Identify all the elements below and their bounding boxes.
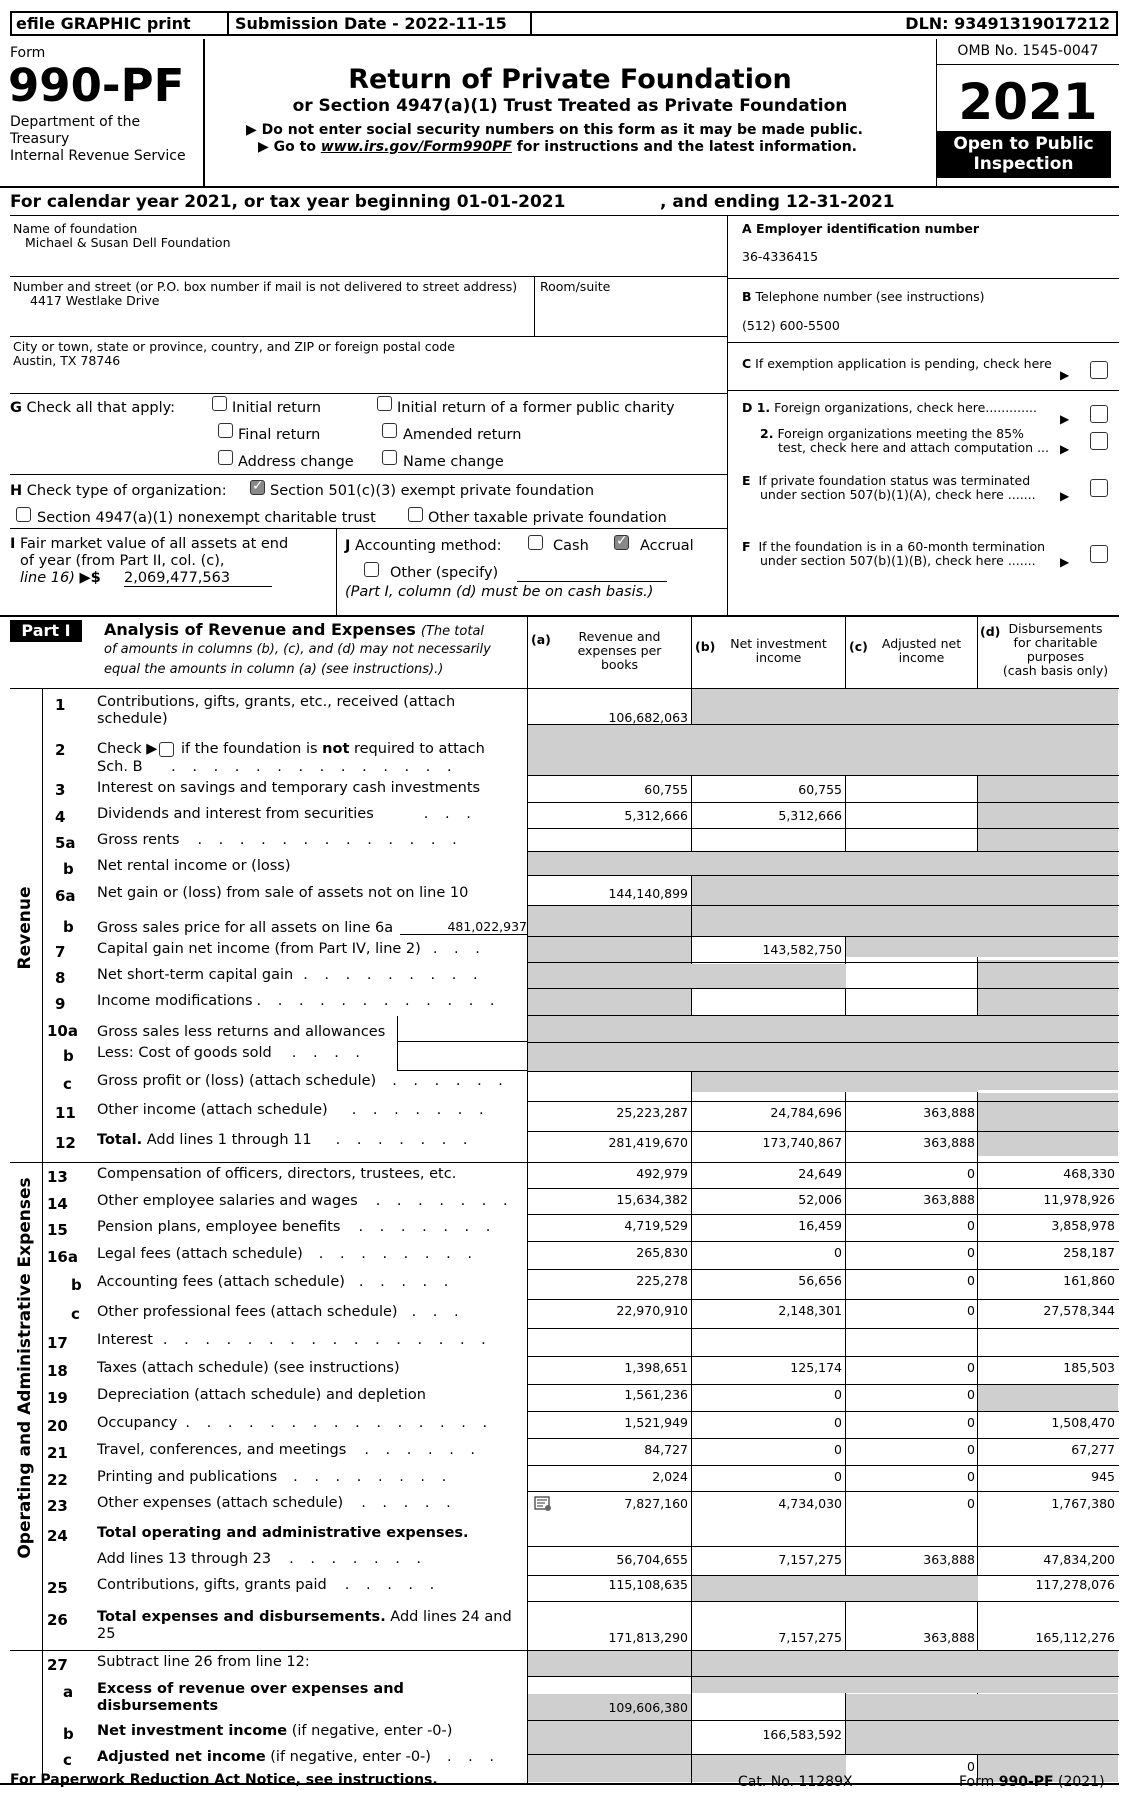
amended-return-label: Amended return	[403, 427, 522, 443]
sch-b-checkbox[interactable]	[159, 742, 174, 757]
termination-60-month-label-1: F If the foundation is in a 60-month termination	[742, 539, 1046, 554]
fmv-label-1: I Fair market value of all assets at end	[10, 536, 289, 552]
arrow-right-icon: ▶	[1060, 412, 1070, 426]
phone-value: (512) 600-5500	[742, 318, 840, 333]
501c3-checkbox[interactable]	[250, 480, 265, 495]
line-number: 27	[47, 1656, 68, 1674]
footer-form-id: Form 990-PF (2021)	[959, 1774, 1105, 1790]
line-11-col-c: 363,888	[923, 1105, 975, 1120]
line-22-col-a: 2,024	[652, 1469, 688, 1484]
line-13-label: Compensation of officers, directors, trustees, etc.	[97, 1166, 457, 1182]
catalog-number: Cat. No. 11289X	[738, 1774, 853, 1790]
line-number: 25	[47, 1579, 68, 1597]
line-26-col-b: 7,157,275	[778, 1630, 842, 1645]
cash-checkbox[interactable]	[528, 535, 543, 550]
line-number: 23	[47, 1497, 68, 1515]
line-24-label-2: Add lines 13 through 23 . . . . . . .	[97, 1551, 428, 1567]
tax-year-ending: , and ending 12-31-2021	[660, 192, 895, 212]
line-number: 15	[47, 1221, 68, 1239]
paperwork-notice: For Paperwork Reduction Act Notice, see instructions.	[10, 1772, 438, 1788]
line-27a-col-a: 109,606,380	[608, 1700, 688, 1715]
form-title: Return of Private Foundation	[348, 64, 792, 95]
line-24-col-b: 7,157,275	[778, 1552, 842, 1567]
line-number: c	[63, 1075, 72, 1093]
instruction-note-1: ▶ Do not enter social security numbers on this form as it may be made public.	[246, 122, 864, 138]
part-i-title: Analysis of Revenue and Expenses (The total	[104, 620, 485, 639]
line-13-col-a: 492,979	[636, 1166, 688, 1181]
irs-link[interactable]: www.irs.gov/Form990PF	[320, 139, 512, 155]
foreign-org-checkbox[interactable]	[1090, 405, 1108, 423]
line-19-label: Depreciation (attach schedule) and depletion	[97, 1387, 426, 1403]
line-number: 3	[55, 781, 66, 799]
department-line-3: Internal Revenue Service	[10, 148, 186, 164]
line-17-label: Interest . . . . . . . . . . . . . . . .	[97, 1332, 492, 1348]
line-18-col-d: 185,503	[1063, 1360, 1115, 1375]
line-14-col-c: 363,888	[923, 1192, 975, 1207]
line-13-col-d: 468,330	[1063, 1166, 1115, 1181]
line-26-col-d: 165,112,276	[1035, 1630, 1115, 1645]
line-27a-label: Excess of revenue over expenses and	[97, 1681, 404, 1697]
line-16b-col-a: 225,278	[636, 1273, 688, 1288]
form-number: 990-PF	[8, 59, 185, 112]
line-2-label-2: Sch. B . . . . . . . . . . . . . .	[97, 759, 458, 775]
line-23-col-b: 4,734,030	[778, 1496, 842, 1511]
submission-date: Submission Date - 2022-11-15	[229, 11, 532, 36]
foundation-name-label: Name of foundation	[13, 221, 138, 236]
line-1-label: Contributions, gifts, grants, etc., received (attach	[97, 694, 456, 710]
line-16c-label: Other professional fees (attach schedule) . . .	[97, 1304, 465, 1320]
line-13-col-c: 0	[967, 1166, 975, 1181]
4947-trust-label: Section 4947(a)(1) nonexempt charitable trust	[37, 510, 376, 526]
line-10a-label: Gross sales less returns and allowances	[97, 1024, 386, 1040]
tax-year: 2021	[958, 73, 1098, 131]
h-label: H Check type of organization:	[10, 483, 227, 499]
line-number: 14	[47, 1195, 68, 1213]
gross-sales-price-value: 481,022,937	[400, 919, 527, 935]
line-19-col-b: 0	[834, 1387, 842, 1402]
line-6a-col-a: 144,140,899	[608, 886, 688, 901]
initial-former-checkbox[interactable]	[377, 396, 392, 411]
line-16c-col-c: 0	[967, 1303, 975, 1318]
line-16b-col-d: 161,860	[1063, 1273, 1115, 1288]
line-25-label: Contributions, gifts, grants paid . . . . .	[97, 1577, 441, 1593]
line-3-col-a: 60,755	[644, 782, 688, 797]
line-number: 11	[55, 1104, 76, 1122]
other-taxable-label: Other taxable private foundation	[428, 510, 667, 526]
efile-banner: efile GRAPHIC print	[10, 11, 229, 36]
line-16b-label: Accounting fees (attach schedule) . . . . .	[97, 1274, 455, 1290]
form-subtitle: or Section 4947(a)(1) Trust Treated as Private Foundation	[292, 96, 848, 116]
line-3-col-b: 60,755	[798, 782, 842, 797]
line-23-label: Other expenses (attach schedule) . . . . .	[97, 1495, 457, 1511]
line-2-label: Check ▶ if the foundation is not required to attach	[97, 741, 485, 757]
fmv-label-2: of year (from Part II, col. (c),	[20, 553, 225, 569]
ein-value: 36-4336415	[742, 249, 819, 264]
cash-basis-note: (Part I, column (d) must be on cash basis.)	[345, 584, 654, 600]
open-to-public-badge: Open to Public Inspection	[936, 131, 1111, 178]
line-16a-col-c: 0	[967, 1245, 975, 1260]
line-12-col-a: 281,419,670	[608, 1135, 688, 1150]
line-26-col-c: 363,888	[923, 1630, 975, 1645]
line-12-label: Total. Add lines 1 through 11 . . . . . . .	[97, 1132, 474, 1148]
line-4-label: Dividends and interest from securities . . .	[97, 806, 477, 822]
address-change-label: Address change	[238, 454, 354, 470]
g-label: G Check all that apply:	[10, 400, 176, 416]
line-number: 22	[47, 1471, 68, 1489]
line-18-col-a: 1,398,651	[624, 1360, 688, 1375]
line-20-label: Occupancy . . . . . . . . . . . . . . .	[97, 1415, 494, 1431]
foreign-85-label-2: test, check here and attach computation ...	[778, 440, 1049, 455]
department-line-2: Treasury	[10, 131, 70, 147]
line-12-col-b: 173,740,867	[762, 1135, 842, 1150]
street-address: 4417 Westlake Drive	[30, 293, 160, 308]
fmv-label-3: line 16) ▶$	[20, 570, 101, 586]
initial-return-label: Initial return	[232, 400, 322, 416]
line-number: 8	[55, 969, 66, 987]
exemption-pending-label: C If exemption application is pending, check here	[742, 356, 1052, 371]
line-16a-col-b: 0	[834, 1245, 842, 1260]
line-27b-label: Net investment income (if negative, enter -0-)	[97, 1723, 453, 1739]
line-27b-col-b: 166,583,592	[762, 1727, 842, 1742]
line-9-label: Income modifications . . . . . . . . . . . .	[97, 993, 501, 1009]
line-number: 17	[47, 1334, 68, 1352]
line-18-label: Taxes (attach schedule) (see instructions)	[97, 1360, 400, 1376]
accrual-checkbox[interactable]	[614, 535, 629, 550]
other-taxable-checkbox[interactable]	[408, 507, 423, 522]
amended-return-checkbox[interactable]	[382, 423, 397, 438]
final-return-checkbox[interactable]	[218, 423, 233, 438]
line-22-col-d: 945	[1091, 1469, 1115, 1484]
line-26-label-2: 25	[97, 1626, 116, 1642]
line-3-label: Interest on savings and temporary cash investments	[97, 780, 481, 796]
line-16b-col-c: 0	[967, 1273, 975, 1288]
line-14-col-d: 11,978,926	[1043, 1192, 1115, 1207]
line-20-col-a: 1,521,949	[624, 1415, 688, 1430]
arrow-right-icon: ▶	[246, 122, 262, 138]
part-i-badge: Part I	[10, 620, 82, 642]
status-terminated-checkbox[interactable]	[1090, 479, 1108, 497]
col-d-header: (d) Disbursements for charitable purposes (cash basis only)	[980, 621, 1109, 678]
line-27c-label: Adjusted net income (if negative, enter -0-) . . .	[97, 1749, 500, 1765]
room-suite-label: Room/suite	[540, 279, 611, 294]
line-16a-col-a: 265,830	[636, 1245, 688, 1260]
line-22-label: Printing and publications . . . . . . . .	[97, 1469, 453, 1485]
name-change-checkbox[interactable]	[382, 450, 397, 465]
accounting-method-label: J Accounting method:	[345, 538, 502, 554]
line-23-col-a: 7,827,160	[624, 1496, 688, 1511]
line-22-col-b: 0	[834, 1469, 842, 1484]
line-16a-label: Legal fees (attach schedule) . . . . . . . .	[97, 1246, 478, 1262]
line-number: 7	[55, 943, 66, 961]
line-6b-label: Gross sales price for all assets on line 6a	[97, 920, 394, 936]
line-number: 13	[47, 1168, 68, 1186]
form-label: Form	[10, 45, 46, 61]
line-5b-label: Net rental income or (loss)	[97, 858, 291, 874]
4947-trust-checkbox[interactable]	[16, 507, 31, 522]
col-a-header: (a) Revenue and expenses per books	[531, 629, 662, 672]
line-18-col-c: 0	[967, 1360, 975, 1375]
line-10c-label: Gross profit or (loss) (attach schedule) . . . . . .	[97, 1073, 509, 1089]
line-27-label: Subtract line 26 from line 12:	[97, 1654, 310, 1670]
foundation-name: Michael & Susan Dell Foundation	[25, 235, 231, 250]
street-label: Number and street (or P.O. box number if mail is not delivered to street address)	[13, 279, 518, 294]
line-24-col-a: 56,704,655	[616, 1552, 688, 1567]
col-c-header: (c) Adjusted net income	[849, 636, 962, 665]
instruction-note-2: ▶ Go to www.irs.gov/Form990PF for instructions and the latest information.	[258, 139, 857, 155]
line-11-col-a: 25,223,287	[616, 1105, 688, 1120]
line-27c-col-c: 0	[967, 1759, 975, 1774]
line-15-col-d: 3,858,978	[1051, 1218, 1115, 1233]
line-5a-label: Gross rents . . . . . . . . . . . . .	[97, 832, 463, 848]
initial-return-checkbox[interactable]	[212, 396, 227, 411]
final-return-label: Final return	[238, 427, 321, 443]
status-terminated-label-1: E If private foundation status was terminated	[742, 473, 1031, 488]
line-15-col-a: 4,719,529	[624, 1218, 688, 1233]
line-16b-col-b: 56,656	[798, 1273, 842, 1288]
line-22-col-c: 0	[967, 1469, 975, 1484]
foreign-85-checkbox[interactable]	[1090, 432, 1108, 450]
city-state-zip: Austin, TX 78746	[13, 353, 121, 368]
line-16c-col-d: 27,578,344	[1043, 1303, 1115, 1318]
arrow-right-icon: ▶	[1060, 489, 1070, 503]
line-number: c	[63, 1751, 72, 1769]
line-18-col-b: 125,174	[790, 1360, 842, 1375]
line-6a-label: Net gain or (loss) from sale of assets not on line 10	[97, 885, 469, 901]
ein-label: A Employer identification number	[742, 221, 980, 236]
line-21-col-d: 67,277	[1071, 1442, 1115, 1457]
line-21-label: Travel, conferences, and meetings . . . . . .	[97, 1442, 482, 1458]
line-number: 4	[55, 808, 66, 826]
line-16a-col-d: 258,187	[1063, 1245, 1115, 1260]
line-11-label: Other income (attach schedule) . . . . . . .	[97, 1102, 490, 1118]
other-method-checkbox[interactable]	[364, 562, 379, 577]
line-4-col-a: 5,312,666	[624, 808, 688, 823]
department-line-1: Department of the	[10, 114, 141, 130]
foreign-org-label: D 1. Foreign organizations, check here.............	[742, 400, 1037, 415]
line-number: 24	[47, 1527, 68, 1545]
line-number: 18	[47, 1362, 68, 1380]
fmv-value: 2,069,477,563	[124, 570, 272, 587]
line-25-col-a: 115,108,635	[608, 1577, 688, 1592]
line-14-col-a: 15,634,382	[616, 1192, 688, 1207]
line-number: b	[63, 918, 74, 936]
arrow-right-icon: ▶	[1060, 442, 1070, 456]
line-12-col-c: 363,888	[923, 1135, 975, 1150]
line-24-label: Total operating and administrative expenses.	[97, 1525, 469, 1541]
line-16c-col-a: 22,970,910	[616, 1303, 688, 1318]
foreign-85-label-1: 2. Foreign organizations meeting the 85%	[760, 426, 1024, 441]
col-b-header: (b) Net investment income	[695, 636, 827, 665]
termination-60-month-checkbox[interactable]	[1090, 545, 1108, 563]
city-label: City or town, state or province, country, and ZIP or foreign postal code	[13, 339, 455, 354]
arrow-right-icon: ▶	[1060, 555, 1070, 569]
line-number: 2	[55, 741, 66, 759]
line-15-label: Pension plans, employee benefits . . . . . . .	[97, 1219, 497, 1235]
accrual-label: Accrual	[640, 538, 694, 554]
line-number: 21	[47, 1444, 68, 1462]
line-16c-col-b: 2,148,301	[778, 1303, 842, 1318]
line-26-col-a: 171,813,290	[608, 1630, 688, 1645]
line-19-col-a: 1,561,236	[624, 1387, 688, 1402]
line-14-col-b: 52,006	[798, 1192, 842, 1207]
exemption-pending-checkbox[interactable]	[1090, 361, 1108, 379]
line-23-col-d: 1,767,380	[1051, 1496, 1115, 1511]
line-number: 12	[55, 1134, 76, 1152]
line-number: 9	[55, 995, 66, 1013]
line-15-col-c: 0	[967, 1218, 975, 1233]
initial-former-label: Initial return of a former public charity	[397, 400, 675, 416]
line-24-col-c: 363,888	[923, 1552, 975, 1567]
line-4-col-b: 5,312,666	[778, 808, 842, 823]
line-7-label: Capital gain net income (from Part IV, line 2) . . .	[97, 941, 486, 957]
line-number: b	[63, 1725, 74, 1743]
omb-number: OMB No. 1545-0047	[957, 43, 1099, 59]
part-i-desc-3: equal the amounts in column (a) (see instructions).)	[104, 662, 444, 677]
termination-60-month-label-2: under section 507(b)(1)(B), check here .......	[760, 553, 1036, 568]
line-24-col-d: 47,834,200	[1043, 1552, 1115, 1567]
line-10b-label: Less: Cost of goods sold . . . .	[97, 1045, 367, 1061]
arrow-right-icon: ▶	[258, 139, 274, 155]
line-26-label: Total expenses and disbursements. Add lines 24 and	[97, 1609, 512, 1625]
line-21-col-b: 0	[834, 1442, 842, 1457]
line-number: 10a	[47, 1022, 78, 1040]
line-23-col-c: 0	[967, 1496, 975, 1511]
line-20-col-c: 0	[967, 1415, 975, 1430]
line-25-col-d: 117,278,076	[1035, 1577, 1115, 1592]
part-i-desc-2: of amounts in columns (b), (c), and (d) may not necessarily	[104, 642, 491, 657]
501c3-label: Section 501(c)(3) exempt private foundation	[270, 483, 595, 499]
line-7-col-b: 143,582,750	[762, 942, 842, 957]
line-19-col-c: 0	[967, 1387, 975, 1402]
line-number: c	[71, 1305, 80, 1323]
dln: DLN: 93491319017212	[532, 11, 1118, 36]
calendar-year-line: For calendar year 2021, or tax year beginning 01-01-2021	[10, 192, 566, 212]
line-number: 1	[55, 696, 66, 714]
other-method-label: Other (specify)	[390, 565, 499, 581]
line-number: 19	[47, 1389, 68, 1407]
line-1-label-2: schedule)	[97, 711, 168, 727]
line-8-label: Net short-term capital gain . . . . . . . . .	[97, 967, 484, 983]
line-number: 26	[47, 1611, 68, 1629]
line-number: 16a	[47, 1248, 78, 1266]
name-change-label: Name change	[403, 454, 504, 470]
line-number: b	[63, 1047, 74, 1065]
line-11-col-b: 24,784,696	[770, 1105, 842, 1120]
phone-label: B Telephone number (see instructions)	[742, 289, 985, 304]
line-21-col-c: 0	[967, 1442, 975, 1457]
line-13-col-b: 24,649	[798, 1166, 842, 1181]
cash-label: Cash	[553, 538, 589, 554]
line-number: 6a	[55, 887, 76, 905]
line-number: a	[63, 1683, 74, 1701]
line-20-col-d: 1,508,470	[1051, 1415, 1115, 1430]
line-27a-label-2: disbursements	[97, 1698, 219, 1714]
status-terminated-label-2: under section 507(b)(1)(A), check here .......	[760, 487, 1036, 502]
arrow-right-icon: ▶	[1060, 368, 1070, 382]
line-21-col-a: 84,727	[644, 1442, 688, 1457]
line-number: b	[71, 1276, 82, 1294]
line-number: 5a	[55, 834, 76, 852]
address-change-checkbox[interactable]	[218, 450, 233, 465]
line-20-col-b: 0	[834, 1415, 842, 1430]
line-number: b	[63, 860, 74, 878]
line-14-label: Other employee salaries and wages . . . . . . .	[97, 1193, 514, 1209]
line-number: 20	[47, 1417, 68, 1435]
other-method-field[interactable]	[517, 581, 667, 582]
line-15-col-b: 16,459	[798, 1218, 842, 1233]
line-1-col-a: 106,682,063	[608, 710, 688, 725]
